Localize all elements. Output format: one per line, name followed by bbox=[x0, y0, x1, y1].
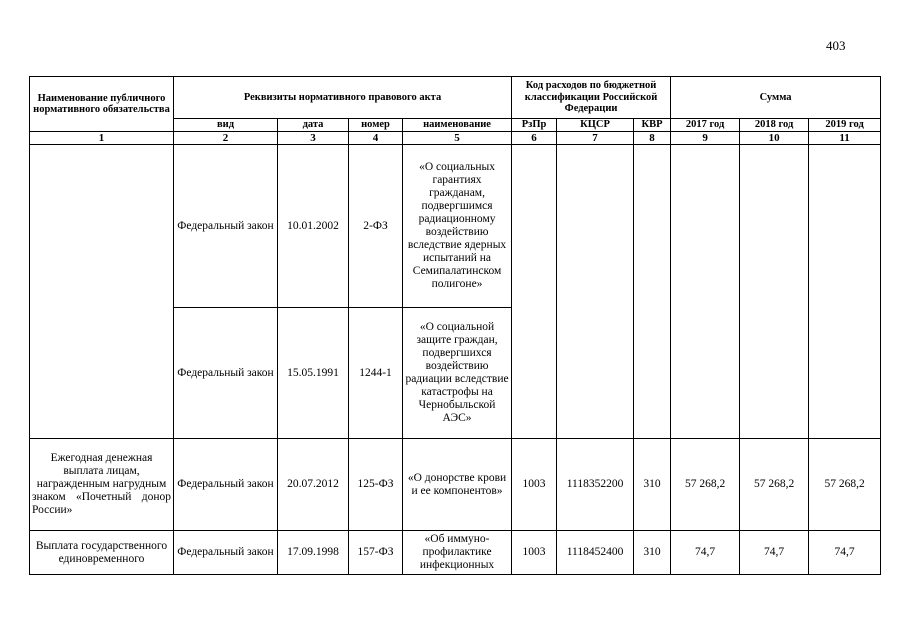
header-kcsr: КЦСР bbox=[557, 119, 634, 132]
table-row bbox=[30, 439, 881, 531]
sum-2019: 74,7 bbox=[809, 531, 881, 575]
rzpr-code: 1003 bbox=[512, 439, 557, 531]
header-expense-code: Код расходов по бюджетной классификации Российской Федерации bbox=[512, 77, 671, 119]
column-number: 2 bbox=[174, 132, 278, 145]
header-act-requisites: Реквизиты нормативного правового акта bbox=[174, 77, 512, 119]
public-obligations-table bbox=[29, 76, 881, 575]
column-number: 10 bbox=[740, 132, 809, 145]
kcsr-code: 1118452400 bbox=[557, 531, 634, 575]
header-2017: 2017 год bbox=[671, 119, 740, 132]
kcsr-cell-empty bbox=[557, 145, 634, 439]
sum-2017: 57 268,2 bbox=[671, 439, 740, 531]
column-number: 9 bbox=[671, 132, 740, 145]
column-number: 3 bbox=[278, 132, 349, 145]
sum-2017: 74,7 bbox=[671, 531, 740, 575]
column-number: 4 bbox=[349, 132, 403, 145]
header-date: дата bbox=[278, 119, 349, 132]
kvr-code: 310 bbox=[634, 531, 671, 575]
act-date: 20.07.2012 bbox=[278, 439, 349, 531]
obligation-name bbox=[30, 439, 174, 531]
act-kind: Федеральный закон bbox=[174, 531, 278, 575]
header-title: наименование bbox=[403, 119, 512, 132]
kcsr-code: 1118352200 bbox=[557, 439, 634, 531]
obligation-name: Выплата государственного единовременного bbox=[30, 531, 174, 575]
column-number: 7 bbox=[557, 132, 634, 145]
act-number: 125-ФЗ bbox=[349, 439, 403, 531]
act-number: 157-ФЗ bbox=[349, 531, 403, 575]
page-number: 403 bbox=[826, 38, 846, 53]
act-number: 1244-1 bbox=[349, 308, 403, 439]
table-row bbox=[30, 531, 881, 575]
act-kind: Федеральный закон bbox=[174, 145, 278, 308]
sum-2019: 57 268,2 bbox=[809, 439, 881, 531]
act-kind: Федеральный закон bbox=[174, 439, 278, 531]
act-title: «О социальных гарантиях гражданам, подвергшимся радиационному воздействию вследствие ядерных испытаний на Семипалатинском полигоне» bbox=[403, 145, 512, 308]
header-2019: 2019 год bbox=[809, 119, 881, 132]
header-kind: вид bbox=[174, 119, 278, 132]
kvr-cell-empty bbox=[634, 145, 671, 439]
header-2018: 2018 год bbox=[740, 119, 809, 132]
sum-2018: 74,7 bbox=[740, 531, 809, 575]
column-number: 1 bbox=[30, 132, 174, 145]
column-number: 11 bbox=[809, 132, 881, 145]
rzpr-cell-empty bbox=[512, 145, 557, 439]
sum-2018-empty bbox=[740, 145, 809, 439]
header-number: номер bbox=[349, 119, 403, 132]
obligation-name-text: Ежегодная денежная выплата лицам, награжденным нагрудным знаком «Почетный донор bbox=[32, 452, 171, 503]
act-date: 15.05.1991 bbox=[278, 308, 349, 439]
sum-2018: 57 268,2 bbox=[740, 439, 809, 531]
column-number: 8 bbox=[634, 132, 671, 145]
act-date: 17.09.1998 bbox=[278, 531, 349, 575]
obligation-cell-empty bbox=[30, 145, 174, 439]
column-number: 5 bbox=[403, 132, 512, 145]
header-obligation-name: Наименование публичного нормативного обязательства bbox=[30, 77, 174, 132]
table-row bbox=[30, 145, 881, 308]
kvr-code: 310 bbox=[634, 439, 671, 531]
header-sum: Сумма bbox=[671, 77, 881, 119]
rzpr-code: 1003 bbox=[512, 531, 557, 575]
sum-2017-empty bbox=[671, 145, 740, 439]
header-rzpr: РзПр bbox=[512, 119, 557, 132]
act-kind: Федеральный закон bbox=[174, 308, 278, 439]
act-title: «Об иммуно-профилактике инфекционных bbox=[403, 531, 512, 575]
act-title: «О донорстве крови и ее компонентов» bbox=[403, 439, 512, 531]
header-row-groups bbox=[30, 77, 881, 119]
act-number: 2-ФЗ bbox=[349, 145, 403, 308]
column-number: 6 bbox=[512, 132, 557, 145]
obligation-name-last-line: России» bbox=[32, 504, 73, 516]
header-kvr: КВР bbox=[634, 119, 671, 132]
act-date: 10.01.2002 bbox=[278, 145, 349, 308]
sum-2019-empty bbox=[809, 145, 881, 439]
column-number-row bbox=[30, 132, 881, 145]
act-title: «О социальной защите граждан, подвергшихся воздействию радиации вследствие катастрофы на Чернобыльской АЭС» bbox=[403, 308, 512, 439]
